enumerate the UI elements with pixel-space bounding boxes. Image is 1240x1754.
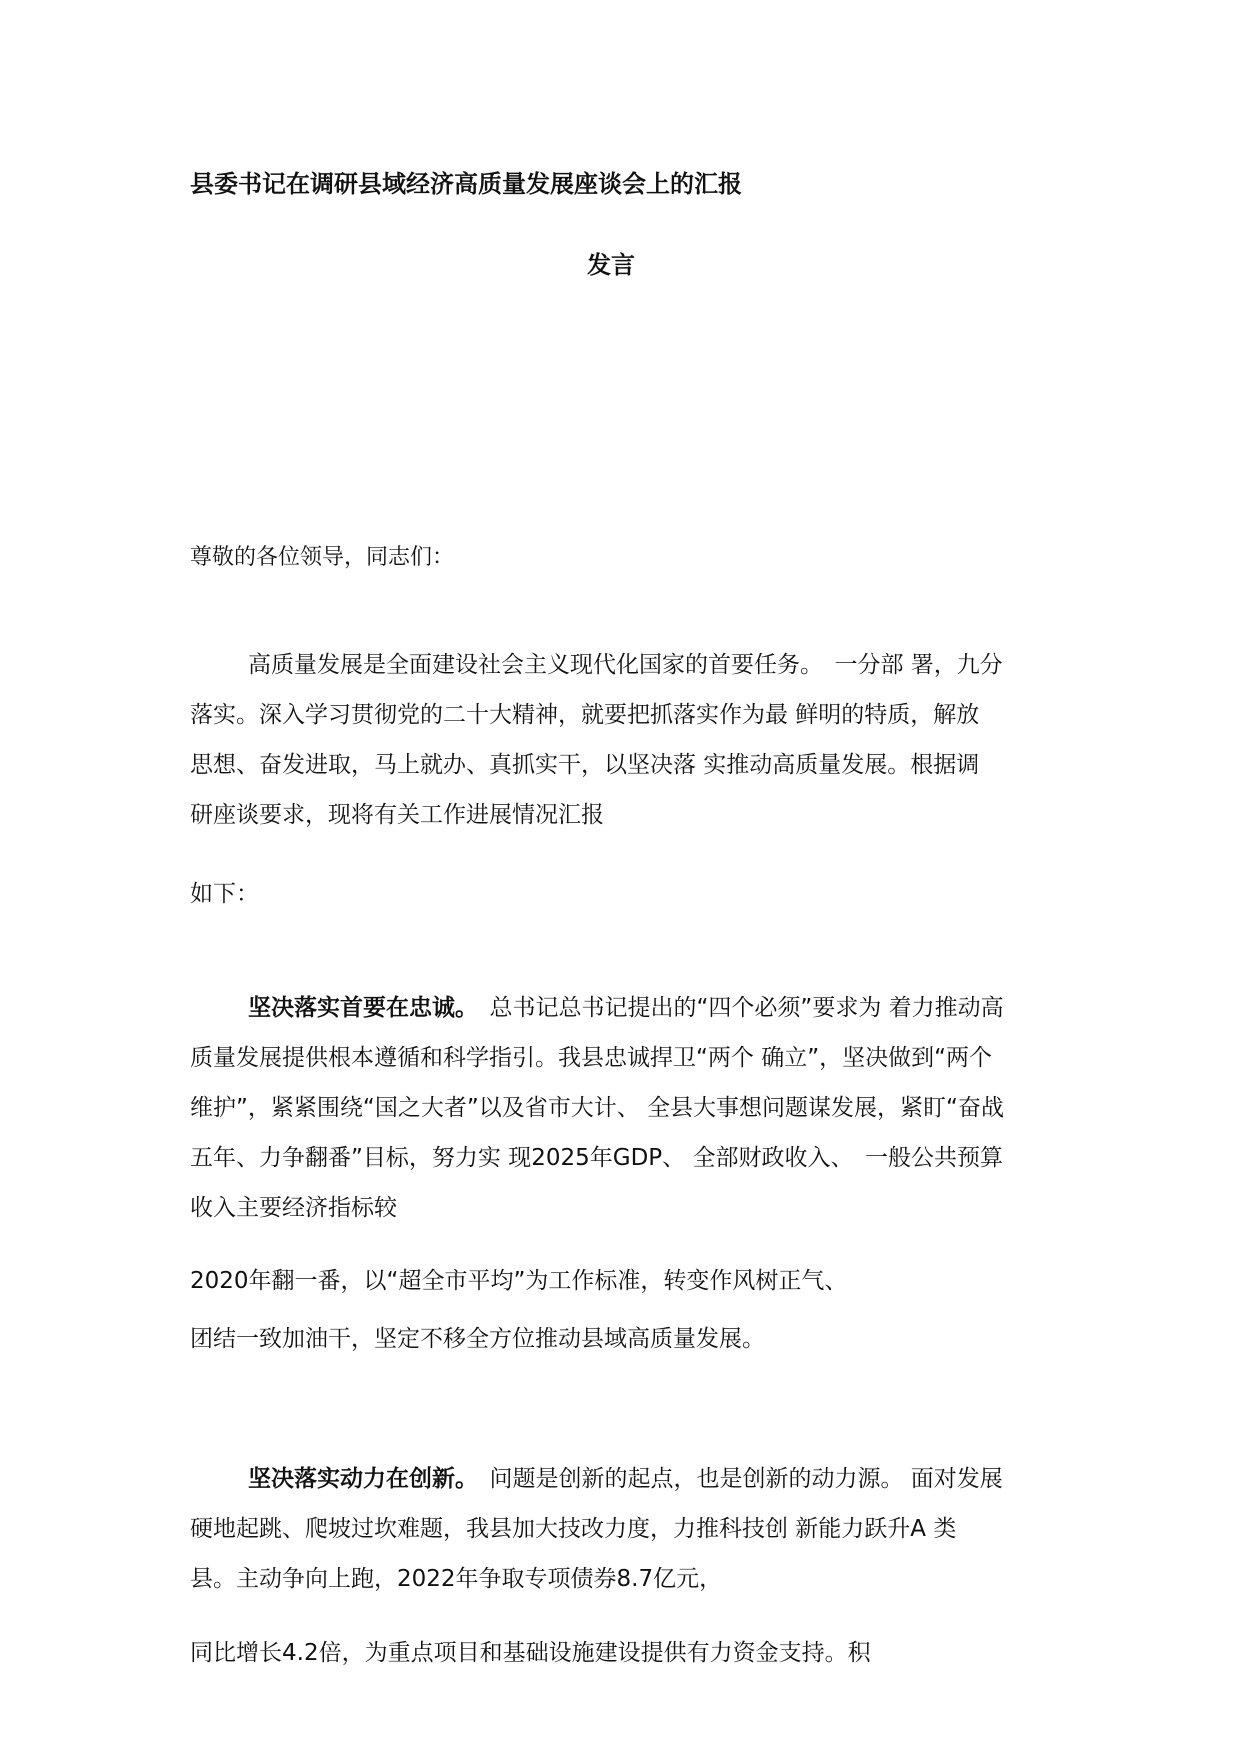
section-heading: 坚决落实动力在创新。 [248, 1466, 467, 1492]
paragraph-loyalty-tail: 团结一致加油干，坚定不移全方位推动县域高质量发展。 [190, 1326, 765, 1352]
paragraph-line: 落实。深入学习贯彻党的二十大精神，就要把抓落实作为最 鲜明的特质，解放 [190, 702, 980, 728]
paragraph-line [190, 1454, 1060, 1504]
paragraph-intro-tail: 如下： [190, 881, 259, 907]
paragraph-line: 研座谈要求，现将有关工作进展情况汇报 [190, 802, 604, 828]
paragraph-intro [190, 640, 1060, 840]
document-title-continuation: 发言 [587, 251, 635, 279]
paragraph-line: 五年、力争翻番”目标，努力实 现2025年GDP、 全部财政收入、 一般公共预算 [190, 1145, 1003, 1171]
paragraph-line: 高质量发展是全面建设社会主义现代化国家的首要任务。 一分部 署，九分 [248, 652, 1003, 678]
salutation: 尊敬的各位领导，同志们： [190, 545, 455, 570]
document-title: 县委书记在调研县域经济高质量发展座谈会上的汇报 [190, 170, 742, 198]
section-heading: 坚决落实首要在忠诚。 [248, 995, 467, 1021]
paragraph-loyalty [190, 983, 1060, 1233]
paragraph-text: 总书记总书记提出的“四个必须”要求为 着力推动高 [489, 995, 1004, 1021]
paragraph-line: 维护”，紧紧围绕“国之大者”以及省市大计、 全县大事想问题谋发展，紧盯“奋战 [190, 1095, 1004, 1121]
paragraph-line: 思想、奋发进取，马上就办、真抓实干，以坚决落 实推动高质量发展。根据调 [190, 752, 980, 778]
paragraph-text: 问题是创新的起点，也是创新的动力源。 面对发展 [489, 1466, 1003, 1492]
paragraph-line: 收入主要经济指标较 [190, 1195, 397, 1221]
paragraph-loyalty-tail: 2020年翻一番，以“超全市平均”为工作标准，转变作风树正气、 [190, 1268, 848, 1294]
paragraph-line: 质量发展提供根本遵循和科学指引。我县忠诚捍卫“两个 确立”，坚决做到“两个 [190, 1045, 993, 1071]
paragraph-line: 县。主动争向上跑，2022年争取专项债券8.7亿元， [190, 1566, 723, 1592]
paragraph-line [190, 983, 1060, 1033]
paragraph-innovation-tail: 同比增长4.2倍，为重点项目和基础设施建设提供有力资金支持。积 [190, 1640, 871, 1666]
paragraph-line: 硬地起跳、爬坡过坎难题，我县加大技改力度，力推科技创 新能力跃升A 类 [190, 1516, 957, 1542]
paragraph-innovation [190, 1454, 1060, 1604]
